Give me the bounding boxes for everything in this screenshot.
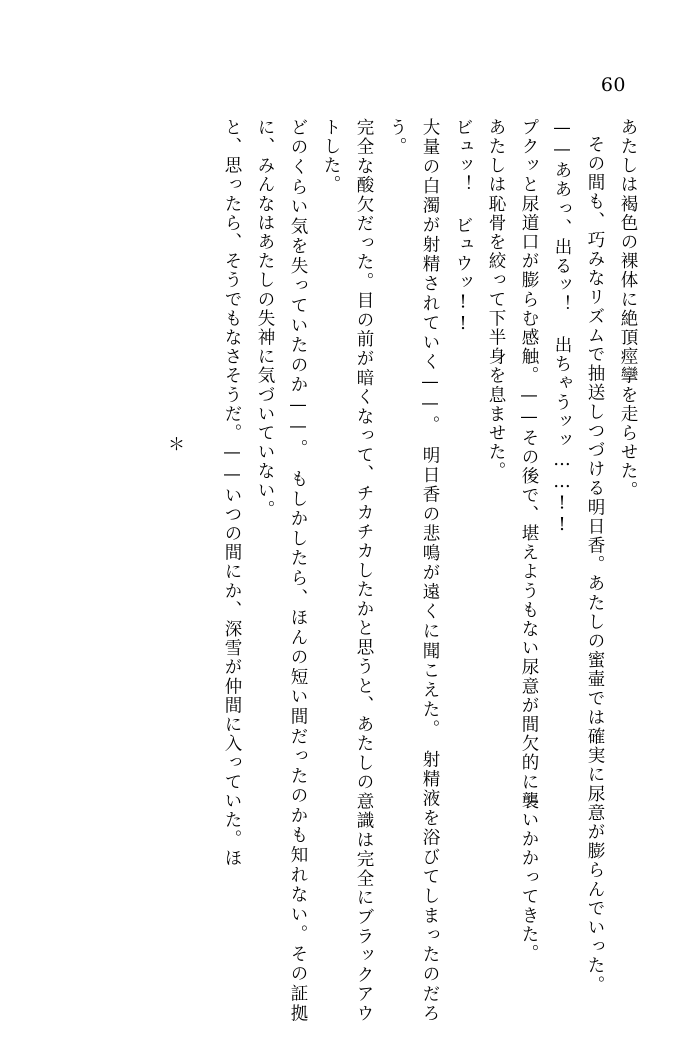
vertical-text-body xyxy=(84,118,644,1023)
paragraph: 完全な酸欠だった。目の前が暗くなって、チカチカしたかと思うと、あたしの意識は完全にブラックアウトした。 xyxy=(321,118,374,1023)
paragraph: あたしは恥骨を絞って下半身を息ませた。 xyxy=(486,118,506,481)
paragraph: あたしは褐色の裸体に絶頂痙攣を走らせた。 xyxy=(618,118,638,500)
paragraph: その間も、巧みなリズムで抽送しつづける明日香。あたしの蜜壷では確実に尿意が膨らんでいった。 xyxy=(585,135,605,995)
page-number: 60 xyxy=(600,74,626,96)
paragraph: プクッと尿道口が膨らむ感触。——その後で、堪えようもない尿意が間欠的に襲いかかってきた。 xyxy=(519,118,539,964)
paragraph: 大量の白濁が射精されていく——。 明日香の悲鳴が遠くに聞こえた。 射精液を浴びてしまったのだろう。 xyxy=(387,118,440,1023)
paragraph: ビュッ！ ビュウッ!! xyxy=(453,118,473,336)
paragraph: ——ああっ、出るッ！ 出ちゃうッッ……!! xyxy=(552,118,572,537)
paragraph: どのくらい気を失っていたのか——。 もしかしたら、ほんの短い間だったのかも知れない。その証拠に、みんなはあたしの失神に気づいていない。 xyxy=(255,118,308,1023)
scene-break-marker: ＊ xyxy=(168,435,185,455)
paragraph: と、思ったら、そうでもなさそうだ。——いつの間にか、深雪が仲間に入っていた。ほ xyxy=(222,118,242,868)
